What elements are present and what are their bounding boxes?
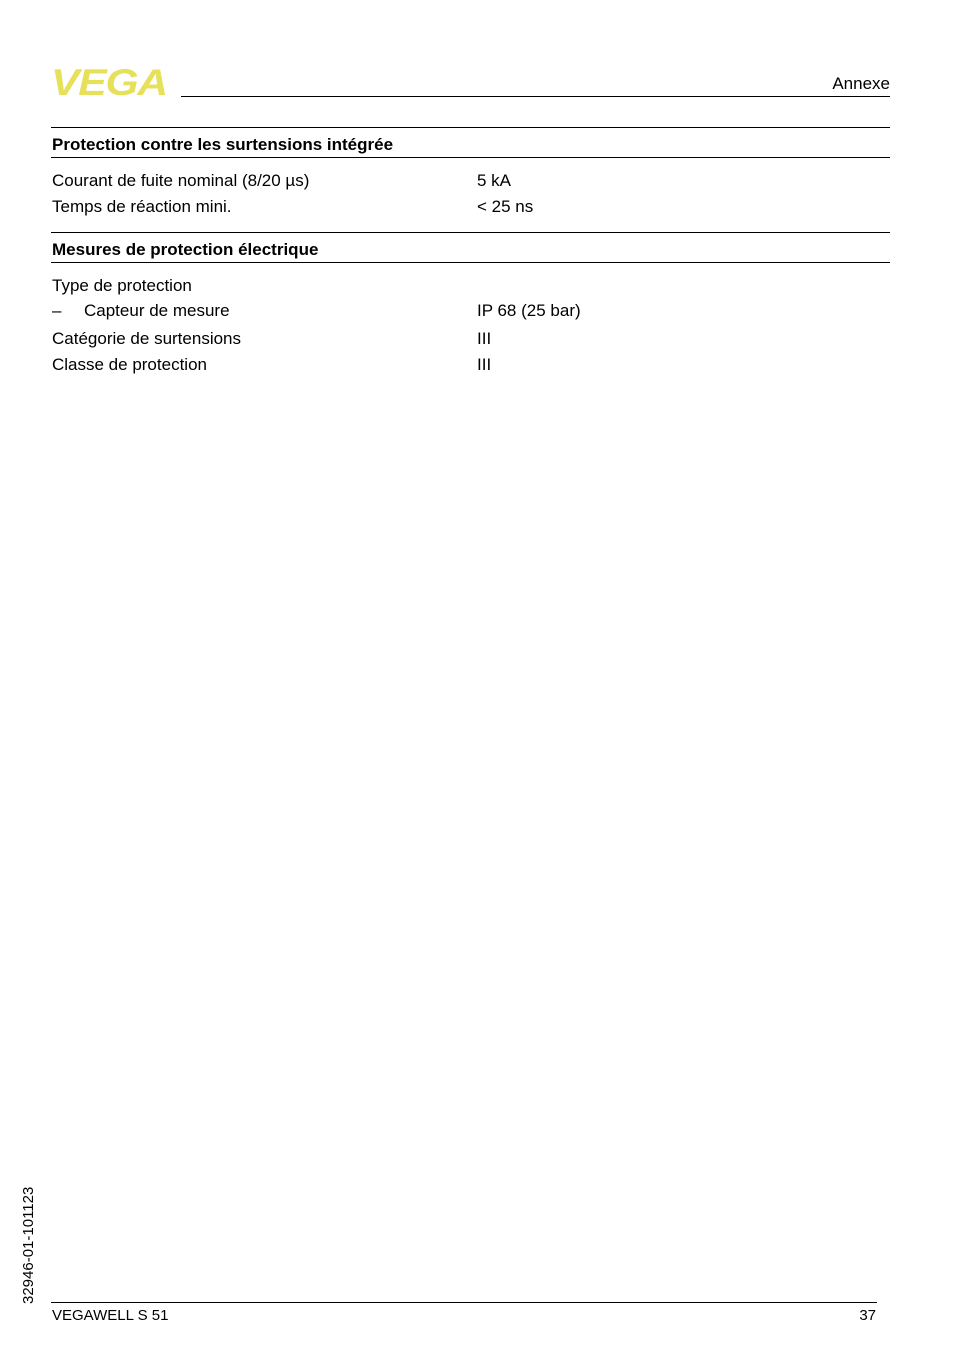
row-label: Classe de protection [52, 355, 207, 374]
svg-text:VEGA: VEGA [51, 66, 167, 98]
section-bottom-rule [51, 262, 890, 263]
section-title: Mesures de protection électrique [52, 240, 319, 259]
row-label: Capteur de mesure [84, 301, 230, 320]
section-bottom-rule [51, 157, 890, 158]
section-name: Annexe [832, 74, 890, 93]
row-label: Type de protection [52, 276, 192, 295]
section-top-rule [51, 127, 890, 128]
row-label: Temps de réaction mini. [52, 197, 232, 216]
row-value: < 25 ns [477, 197, 534, 216]
footer-rule [51, 1302, 877, 1303]
row-value: IP 68 (25 bar) [477, 301, 581, 320]
section-top-rule [51, 232, 890, 233]
vega-logo [51, 66, 169, 98]
row-value: III [477, 329, 492, 348]
section-title: Protection contre les surtensions intégrée [52, 135, 394, 154]
row-value: 5 kA [477, 171, 512, 190]
bullet-dash: – [52, 301, 62, 320]
header-rule [181, 96, 890, 97]
row-label: Courant de fuite nominal (8/20 µs) [52, 171, 310, 190]
row-label: Catégorie de surtensions [52, 329, 242, 348]
document-code: 32946-01-101123 [20, 1186, 37, 1304]
row-value: III [477, 355, 492, 374]
footer-product: VEGAWELL S 51 [52, 1307, 169, 1324]
page-number: 37 [859, 1307, 876, 1324]
